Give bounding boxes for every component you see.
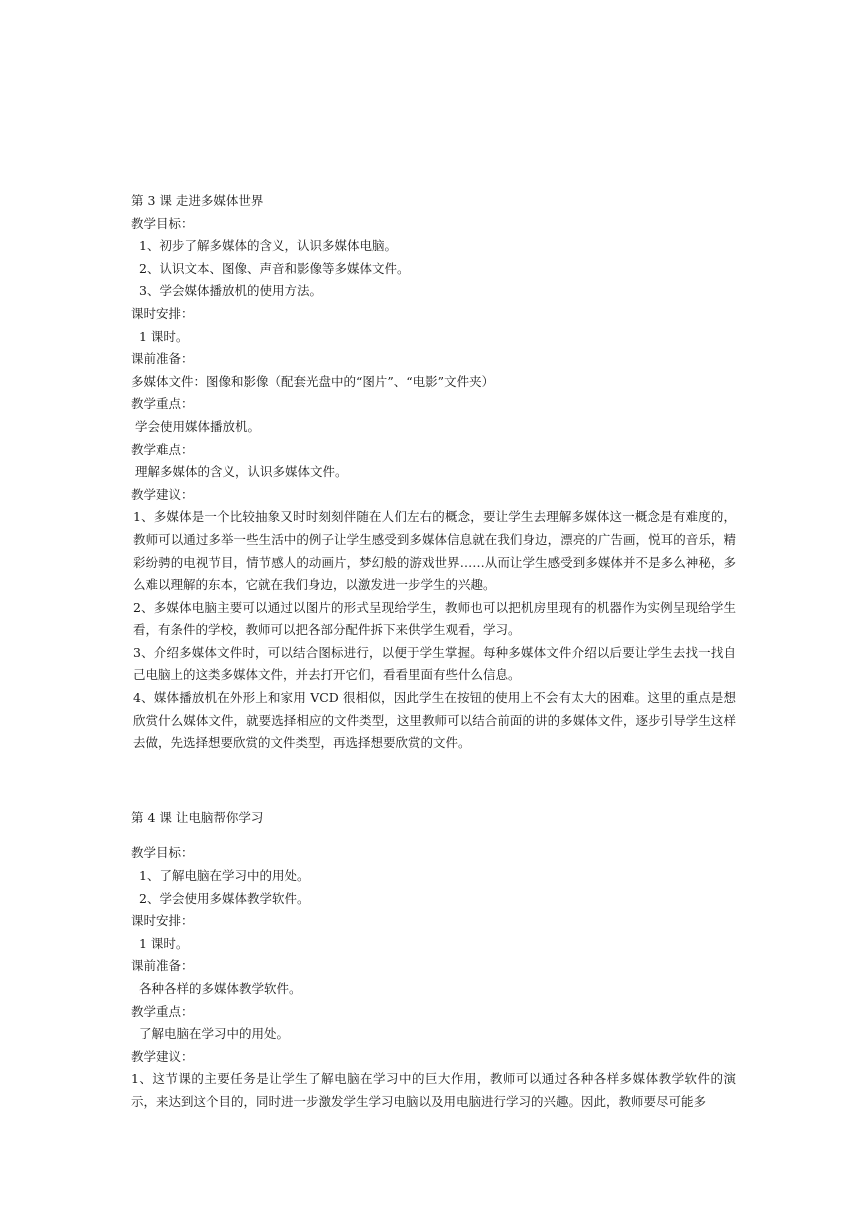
lesson4-goal-2: 2、学会使用多媒体教学软件。: [139, 890, 310, 906]
document-page: [131, 190, 736, 1114]
lesson4-goals-heading: 教学目标：: [131, 845, 194, 861]
lesson4-advice-heading: 教学建议：: [131, 1048, 194, 1064]
lesson4-key: 了解电脑在学习中的用处。: [139, 1026, 290, 1042]
title-spacer: [131, 829, 736, 842]
lesson4-schedule-heading: 课时安排：: [131, 913, 194, 929]
lesson4-goal-1: 1、了解电脑在学习中的用处。: [139, 868, 310, 884]
lesson3-title: 第 3 课 走进多媒体世界: [131, 193, 264, 208]
lesson3-advice-3: 3、介绍多媒体文件时，可以结合图标进行，以便于学生掌握。每种多媒体文件介绍以后要让学生去找一找自己电脑上的这类多媒体文件，并去打开它们，看看里面有些什么信息。: [133, 644, 736, 683]
lesson3-goal-3: 3、学会媒体播放机的使用方法。: [139, 283, 322, 299]
lesson3-advice-4: 4、媒体播放机在外形上和家用 VCD 很相似，因此学生在按钮的使用上不会有太大的困难。这里的重点是想欣赏什么媒体文件，就要选择相应的文件类型，这里教师可以结合前面的讲的多媒体文件，逐步引导学生这样去做，先选择想要欣赏的文件类型，再选择想要欣赏的文件。: [133, 690, 736, 751]
lesson3-goal-1: 1、初步了解多媒体的含义，认识多媒体电脑。: [139, 238, 397, 254]
lesson3-prep-heading: 课前准备：: [131, 351, 194, 367]
lesson4-schedule: 1 课时。: [139, 935, 189, 951]
lesson3-goals-heading: 教学目标：: [131, 215, 194, 231]
lesson3-schedule-heading: 课时安排：: [131, 305, 194, 321]
lesson3-key-heading: 教学重点：: [131, 396, 194, 412]
lesson3-key: 学会使用媒体播放机。: [135, 418, 261, 434]
lesson3-advice-heading: 教学建议：: [131, 486, 194, 502]
lesson3-advice-2: 2、多媒体电脑主要可以通过以图片的形式呈现给学生，教师也可以把机房里现有的机器作为实例呈现给学生看，有条件的学校，教师可以把各部分配件拆下来供学生观看，学习。: [133, 599, 736, 638]
section-spacer: [131, 755, 736, 807]
lesson3-schedule: 1 课时。: [139, 328, 189, 344]
lesson3-difficult-heading: 教学难点：: [131, 441, 194, 457]
lesson3-prep: 多媒体文件：图像和影像（配套光盘中的“图片”、“电影”文件夹）: [131, 373, 495, 389]
lesson4-prep-heading: 课前准备：: [131, 958, 194, 974]
lesson4-prep: 各种各样的多媒体教学软件。: [139, 981, 302, 996]
lesson3-goal-2: 2、认识文本、图像、声音和影像等多媒体文件。: [139, 260, 410, 276]
lesson3-difficult: 理解多媒体的含义，认识多媒体文件。: [135, 464, 348, 480]
lesson3-advice-1: 1、多媒体是一个比较抽象又时时刻刻伴随在人们左右的概念，要让学生去理解多媒体这一概念是有难度的，教师可以通过多举一些生活中的例子让学生感受到多媒体信息就在我们身边，漂亮的广告画，悦耳的音乐，精彩纷骋的电视节目，情节感人的动画片，梦幻般的游戏世界……从而让学生感受到多媒体并不是多么神秘，多么难以理解的东本，它就在我们身边，以激发进一步学生的兴趣。: [133, 509, 736, 593]
lesson4-advice-1: 1、这节课的主要任务是让学生了解电脑在学习中的巨大作用，教师可以通过各种各样多媒体教学软件的演示，来达到这个目的，同时进一步激发学生学习电脑以及用电脑进行学习的兴趣。因此，教师要尽可能多: [131, 1071, 736, 1109]
lesson4-title: 第 4 课 让电脑帮你学习: [131, 809, 264, 825]
lesson4-key-heading: 教学重点：: [131, 1003, 194, 1019]
